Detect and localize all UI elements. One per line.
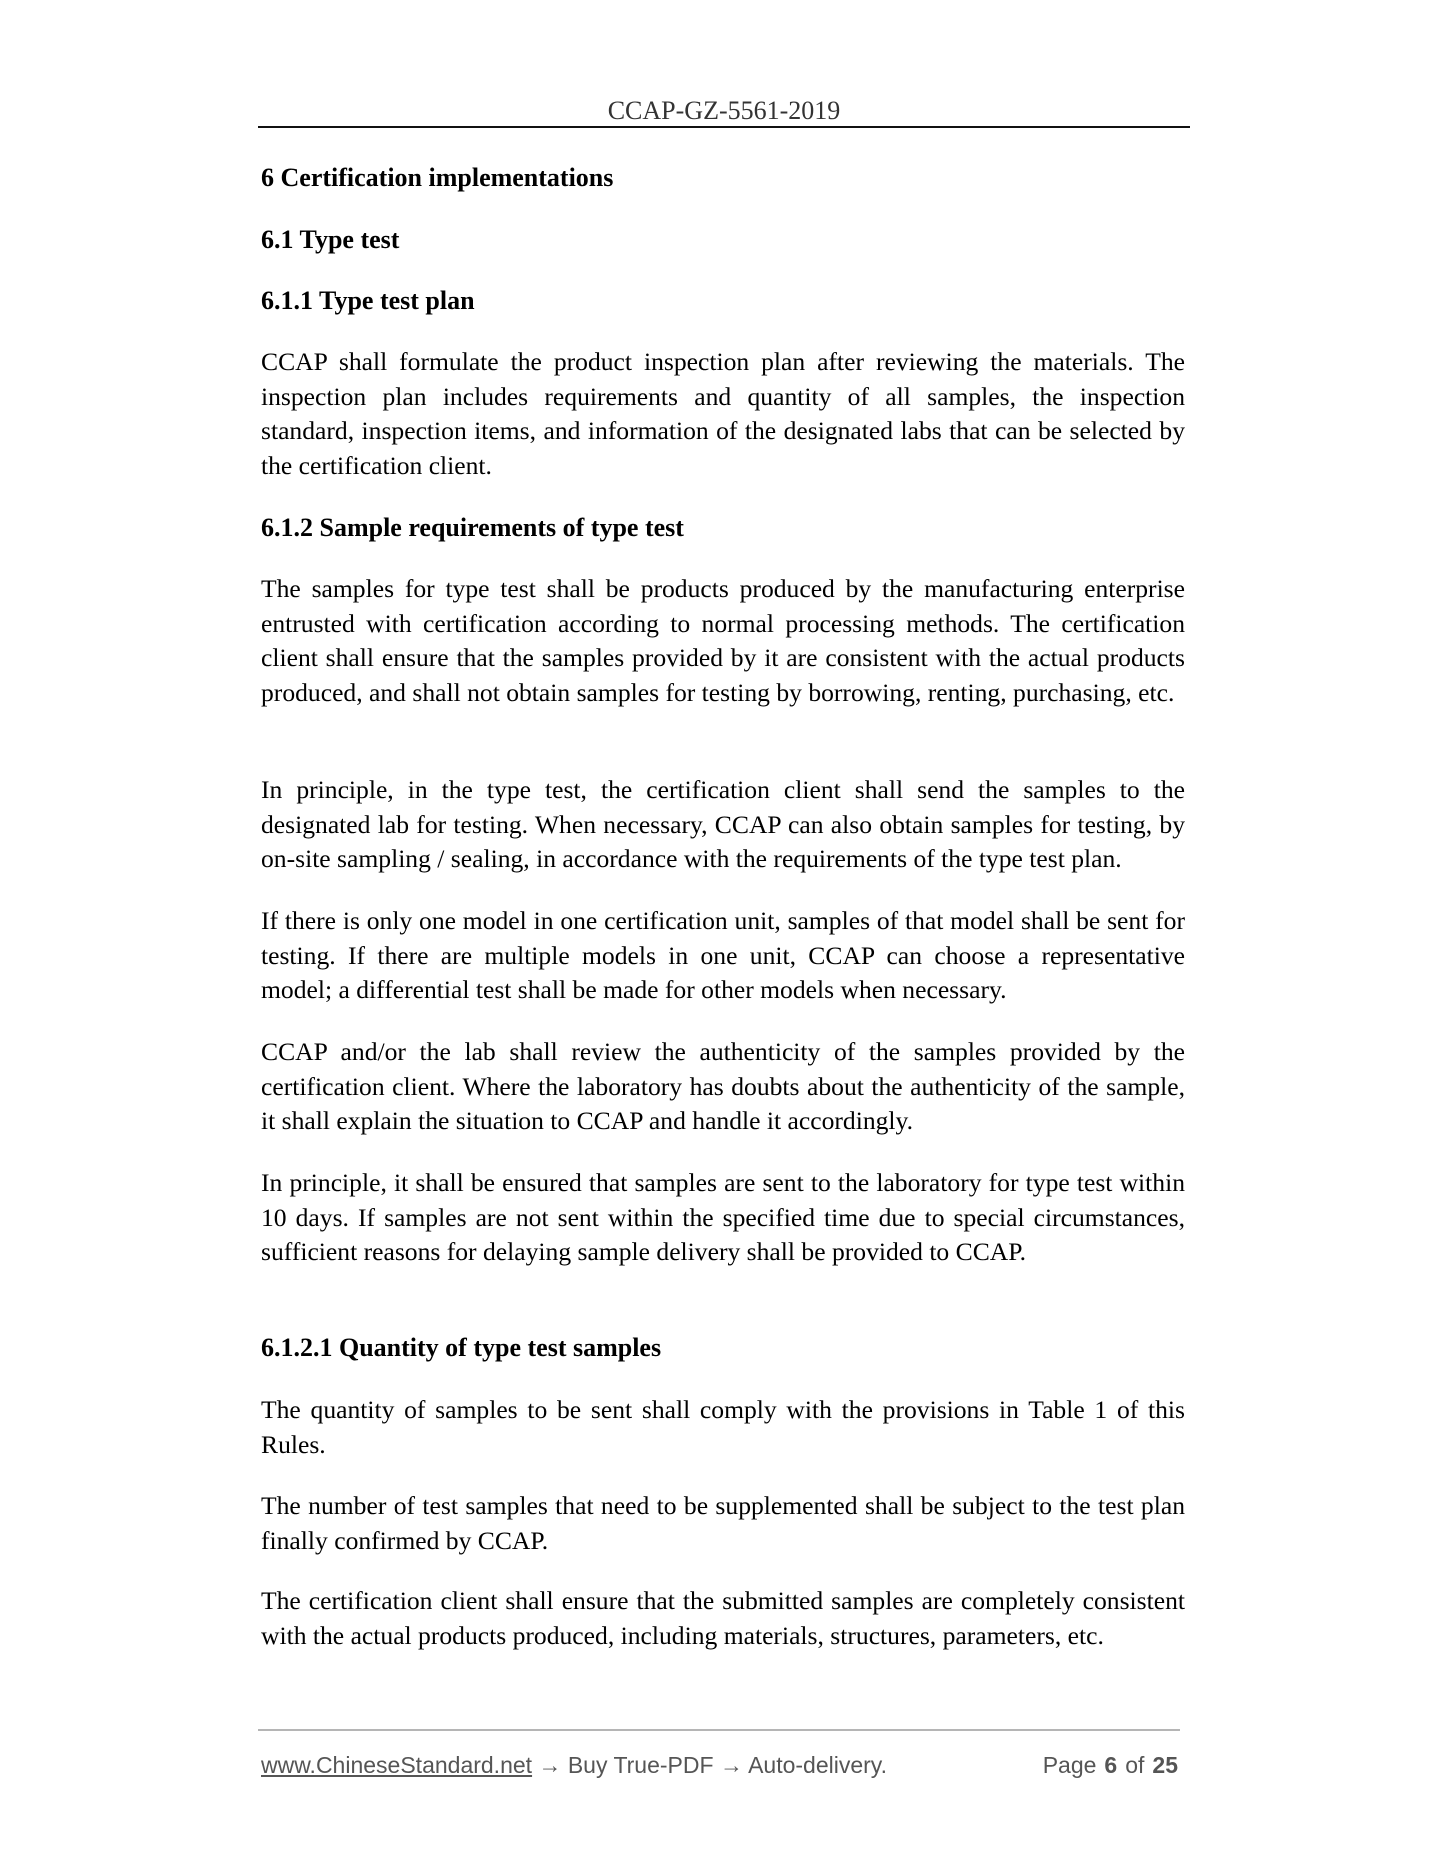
page-of-label: of <box>1125 1752 1145 1778</box>
paragraph-sample-quantity: The quantity of samples to be sent shall comply with the provisions in Table 1 of this Rules. <box>261 1395 1185 1459</box>
paragraph-model-selection: If there is only one model in one certification unit, samples of that model shall be sent for testing. If there are multiple models in one unit, CCAP can choose a representative model; a differential test shall be made for other models when necessary. <box>261 906 1185 1005</box>
paragraph-authenticity-review: CCAP and/or the lab shall review the authenticity of the samples provided by the certification client. Where the laboratory has doubts about the authenticity of the sample, it shall explain the situation to CCAP and handle it accordingly. <box>261 1037 1185 1136</box>
page-footer <box>261 1749 1178 1781</box>
paragraph-supplemented-samples: The number of test samples that need to be supplemented shall be subject to the test plan finally confirmed by CCAP. <box>261 1491 1185 1555</box>
chinesestandard-link[interactable]: www.ChineseStandard.net <box>261 1752 533 1778</box>
paragraph-sample-consistency: The certification client shall ensure that the submitted samples are completely consistent with the actual products produced, including materials, structures, parameters, etc. <box>261 1586 1185 1650</box>
footer-promo <box>261 1749 887 1781</box>
heading-section-6-1-2: 6.1.2 Sample requirements of type test <box>261 513 684 542</box>
heading-section-6-1-1: 6.1.1 Type test plan <box>261 286 475 315</box>
heading-section-6-1: 6.1 Type test <box>261 225 400 254</box>
paragraph-delivery-deadline: In principle, it shall be ensured that samples are sent to the laboratory for type test within 10 days. If samples are not sent within the specified time due to special circumstances, sufficient reasons for delaying sample delivery shall be provided to CCAP. <box>261 1168 1185 1267</box>
total-pages: 25 <box>1152 1752 1178 1778</box>
buy-true-pdf-text: Buy True-PDF <box>567 1752 714 1778</box>
heading-section-6-1-2-1: 6.1.2.1 Quantity of type test samples <box>261 1333 662 1362</box>
auto-delivery-text: Auto-delivery. <box>748 1752 887 1778</box>
arrow-right-icon: → <box>538 1752 562 1778</box>
current-page: 6 <box>1104 1752 1118 1778</box>
paragraph-type-test-plan: CCAP shall formulate the product inspection plan after reviewing the materials. The inspection plan includes requirements and quantity of all samples, the inspection standard, inspection items, and information of the designated labs that can be selected by the certification client. <box>261 347 1185 481</box>
paragraph-send-samples: In principle, in the type test, the certification client shall send the samples to the designated lab for testing. When necessary, CCAP can also obtain samples for testing, by on-site sampling / sealing, in accordance with the requirements of the type test plan. <box>261 775 1185 874</box>
footer-divider <box>258 1729 1180 1731</box>
page-number <box>1043 1749 1178 1781</box>
arrow-right-icon: → <box>719 1752 743 1778</box>
header-divider <box>258 126 1190 128</box>
document-id-header: CCAP-GZ-5561-2019 <box>607 96 841 125</box>
heading-section-6: 6 Certification implementations <box>261 163 614 192</box>
paragraph-sample-requirements: The samples for type test shall be products produced by the manufacturing enterprise entrusted with certification according to normal processing methods. The certification client shall ensure that the samples provided by it are consistent with the actual products produced, and shall not obtain samples for testing by borrowing, renting, purchasing, etc. <box>261 574 1185 708</box>
page-label: Page <box>1042 1752 1097 1778</box>
